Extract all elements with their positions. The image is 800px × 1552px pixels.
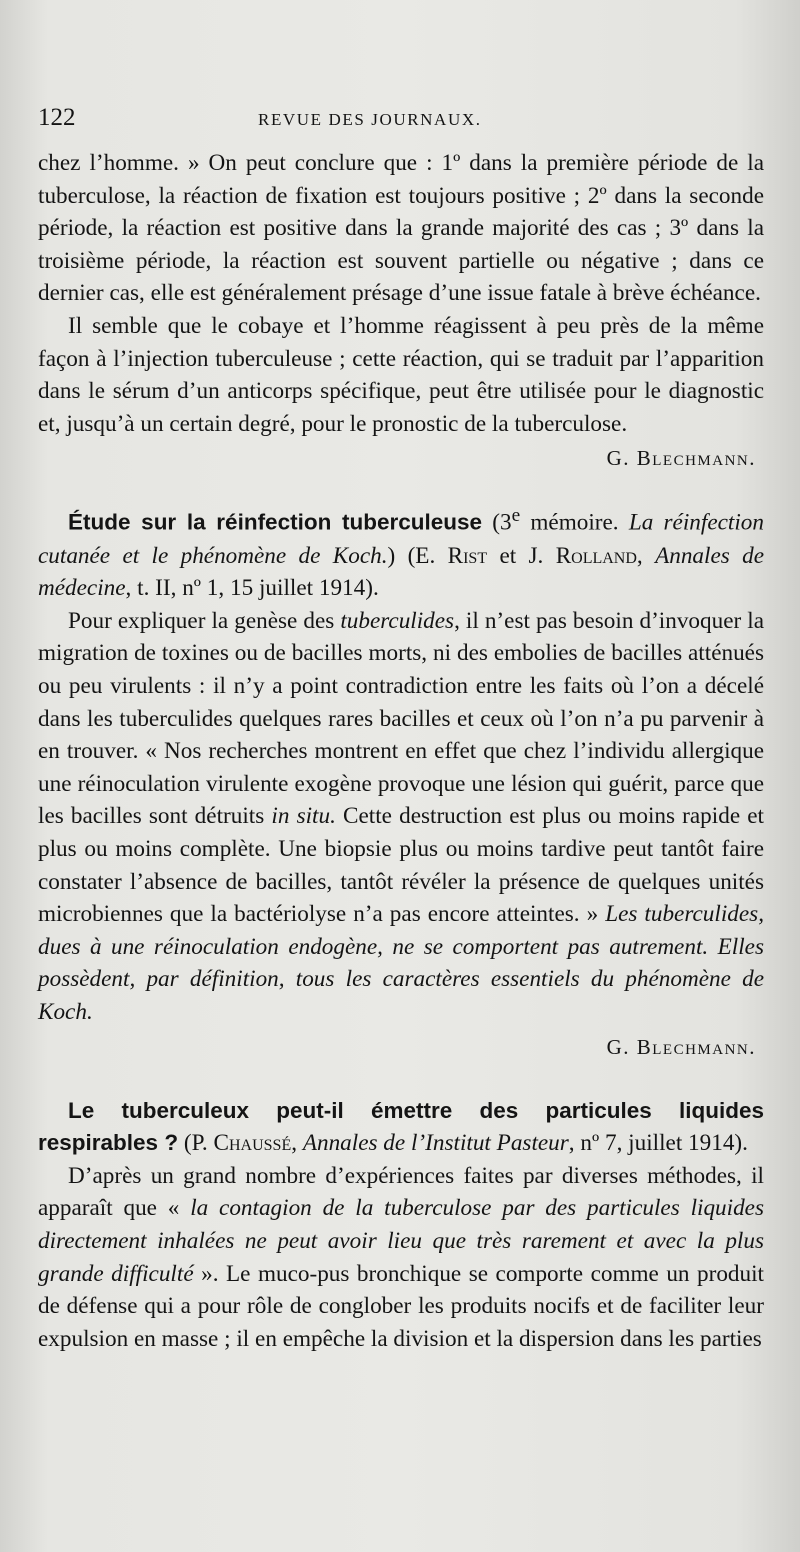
reference-text: mémoire. (520, 510, 629, 537)
journal-name: Annales de l’Institut Pasteur (302, 1130, 569, 1157)
body-text: ». Le muco-pus bronchique se comporte comme un produit de défense qui a pour rôle de conglober les produits nocifs et de faciliter leur expulsion en masse ; il en empêche la division et la dispersion dans les parties (38, 1260, 764, 1352)
superscript: e (511, 505, 521, 527)
article-title: Le tuberculeux peut-il émettre des particules liquides respirables ? (38, 1097, 764, 1156)
reference-text: (P. (178, 1130, 214, 1157)
reference-text: , (636, 542, 656, 569)
paragraph-tuberculides (38, 605, 764, 1029)
body-text: , il n’est pas besoin d’invoquer la migration de toxines ou de bacilles morts, ni des embolies de bacilles atténués ou peu virulents : il n’y a point contradiction entre les faits où l’on a décelé dans les tuberculides quelques rares bacilles et ceux où l’on n’a pu parvenir à en trouver. « Nos recherches montrent en effet que chez l’individu allergique une réinoculation virulente exogène provoque une lésion qui guérit, parce que les bacilles sont détruits (38, 607, 764, 830)
running-head: REVUE DES JOURNAUX. (258, 110, 482, 129)
article-heading-particules (38, 1095, 764, 1160)
section-gap (38, 476, 764, 500)
reference-text: , nº 7, juillet 1914). (568, 1130, 748, 1157)
signature (38, 440, 764, 476)
reference-text: , t. II, nº 1, 15 juillet 1914). (125, 575, 379, 602)
page-body (38, 147, 764, 1355)
italic-quote: la contagion de la tuberculose par des particules liquides directement inhalées ne peut avoir lieu que très rarement et avec la plus grande difficulté (38, 1195, 764, 1287)
journal-name: Annales de médecine (38, 542, 765, 602)
paragraph-contagion (38, 1160, 764, 1356)
italic-conclusion: Les tuberculides, dues à une réinoculation endogène, ne se comportent pas autrement. Elles possèdent, par définition, tous les caractères essentiels du phénomène de Koch. (38, 901, 764, 1025)
author-name: Chaussé (213, 1130, 292, 1157)
section-gap (38, 1065, 764, 1095)
body-text: Pour expliquer la genèse des (68, 607, 341, 634)
italic-term: in situ. (271, 803, 336, 830)
reference-text: (3 (482, 510, 512, 537)
italic-term: tuberculides (340, 607, 455, 634)
signature (38, 1029, 764, 1065)
article-heading-reinfection (38, 500, 764, 605)
body-text: D’après un grand nombre d’expériences faites par diverses méthodes, il apparaît que « (38, 1162, 764, 1222)
page-number: 122 (38, 104, 76, 131)
memoir-subtitle: La réinfection cutanée et le phénomène de Koch. (38, 510, 764, 569)
article-title: Étude sur la réinfection tuberculeuse (68, 510, 483, 536)
page-header (38, 104, 762, 136)
signature-text: G. Blechmann. (606, 446, 756, 471)
paragraph-fixation-results: chez l’homme. » On peut conclure que : 1º dans la première période de la tuberculose, la réaction de fixation est toujours positive ; 2º dans la seconde période, la réaction est positive dans la grande majorité des cas ; 3º dans la troisième période, la réaction est souvent partielle ou négative ; dans ce dernier cas, elle est généralement présage d’une issue fatale à brève échéance. (38, 150, 764, 307)
body-text: Cette destruction est plus ou moins rapide et plus ou moins complète. Une biopsie plus ou moins tardive peut tantôt faire constater l’absence de bacilles, tantôt révéler la présence de quelques unités microbiennes que la bactériolyse n’a pas encore atteintes. » (38, 803, 764, 928)
reference-text: ) (E. (387, 542, 448, 569)
signature-text: G. Blechmann. (606, 1034, 756, 1059)
author-name: Rist (447, 542, 488, 569)
reference-text: et J. (487, 542, 556, 569)
paragraph-cobaye-homme: Il semble que le cobaye et l’homme réagissent à peu près de la même façon à l’injection tuberculeuse ; cette réaction, qui se traduit par l’apparition dans le sérum d’un anticorps spécifique, peut être utilisée pour le diagnostic et, jusqu’à un certain degré, pour le pronostic de la tuberculose. (38, 312, 764, 437)
reference-text: , (291, 1130, 303, 1157)
author-name: Rolland (555, 542, 637, 569)
